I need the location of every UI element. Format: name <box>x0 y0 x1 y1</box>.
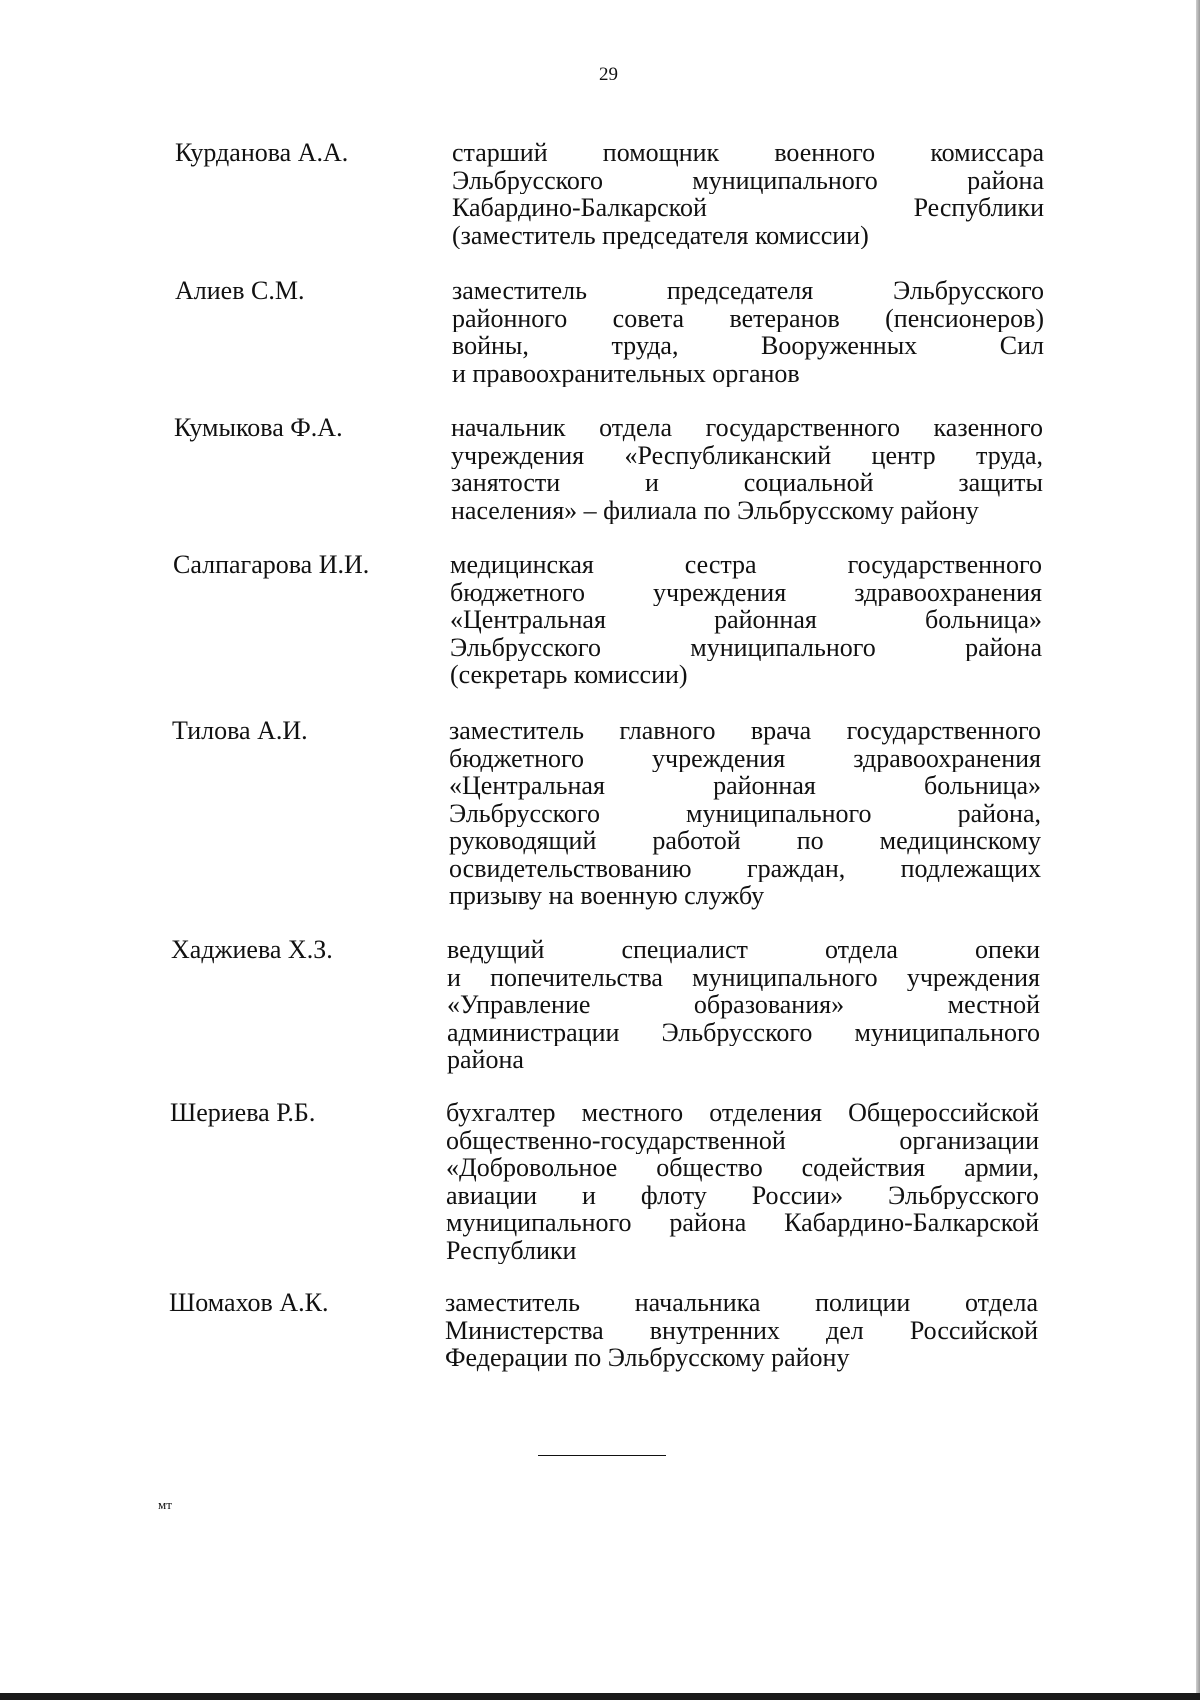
member-role <box>452 277 1044 387</box>
member-role-line: войны, труда, Вооруженных Сил <box>452 332 1044 360</box>
executor-mark: мт <box>158 1497 172 1512</box>
end-separator-line <box>538 1455 666 1456</box>
page-number: 29 <box>599 64 618 85</box>
member-role-line: руководящий работой по медицинскому <box>449 827 1041 855</box>
member-role <box>447 936 1040 1074</box>
member-role-line: бюджетного учреждения здравоохранения <box>450 578 1042 606</box>
member-role <box>451 414 1043 524</box>
member-role-line: начальник отдела государственного казенного <box>451 414 1043 442</box>
member-name: Алиев С.М. <box>175 276 305 305</box>
member-role-line: Эльбрусского муниципального района <box>452 166 1044 194</box>
member-role-line: медицинская сестра государственного <box>450 551 1042 579</box>
member-role-line: старший помощник военного комиссара <box>452 139 1044 167</box>
member-role-line: (секретарь комиссии) <box>450 661 688 689</box>
member-role-line: «Центральная районная больница» <box>449 772 1041 800</box>
member-role-line: Кабардино-Балкарской Республики <box>452 194 1044 222</box>
member-role-line: авиации и флоту России» Эльбрусского <box>446 1181 1039 1209</box>
member-role-line: Эльбрусского муниципального района, <box>449 799 1041 827</box>
member-name: Шомахов А.К. <box>169 1288 329 1317</box>
member-role-line: освидетельствованию граждан, подлежащих <box>449 854 1041 882</box>
member-name: Тилова А.И. <box>172 716 308 745</box>
member-role <box>449 717 1041 910</box>
member-role-line: района <box>447 1046 524 1074</box>
member-role-line: администрации Эльбрусского муниципального <box>447 1018 1040 1046</box>
member-role-line: Министерства внутренних дел Российской <box>445 1316 1038 1344</box>
member-role-line: «Добровольное общество содействия армии, <box>446 1154 1039 1182</box>
member-name: Шериева Р.Б. <box>170 1098 316 1127</box>
member-role-line: ведущий специалист отдела опеки <box>447 936 1040 964</box>
member-role <box>452 139 1044 249</box>
member-role-line: населения» – филиала по Эльбрусскому району <box>451 496 979 524</box>
member-role-line: (заместитель председателя комиссии) <box>452 221 869 249</box>
member-role-line: заместитель председателя Эльбрусского <box>452 277 1044 305</box>
member-name: Хаджиева Х.З. <box>171 935 333 964</box>
member-role-line: заместитель начальника полиции отдела <box>445 1289 1038 1317</box>
member-role-line: и попечительства муниципального учреждения <box>447 963 1040 991</box>
member-name: Курданова А.А. <box>175 138 349 167</box>
member-role-line: Республики <box>446 1236 577 1264</box>
member-role <box>446 1099 1039 1264</box>
member-role <box>445 1289 1038 1372</box>
member-role-line: районного совета ветеранов (пенсионеров) <box>452 304 1044 332</box>
member-role-line: Федерации по Эльбрусскому району <box>445 1344 850 1372</box>
member-name: Салпагарова И.И. <box>173 550 370 579</box>
member-role-line: бюджетного учреждения здравоохранения <box>449 744 1041 772</box>
scan-edge-right <box>1196 0 1200 1700</box>
member-role-line: занятости и социальной защиты <box>451 469 1043 497</box>
member-role-line: «Управление образования» местной <box>447 991 1040 1019</box>
member-role-line: заместитель главного врача государственного <box>449 717 1041 745</box>
member-role-line: и правоохранительных органов <box>452 359 800 387</box>
member-role-line: «Центральная районная больница» <box>450 606 1042 634</box>
member-role-line: бухгалтер местного отделения Общероссийской <box>446 1099 1039 1127</box>
member-role-line: муниципального района Кабардино-Балкарской <box>446 1209 1039 1237</box>
member-role-line: призыву на военную службу <box>449 882 765 910</box>
member-role-line: общественно-государственной организации <box>446 1126 1039 1154</box>
member-role <box>450 551 1042 689</box>
member-role-line: Эльбрусского муниципального района <box>450 633 1042 661</box>
member-name: Кумыкова Ф.А. <box>174 413 343 442</box>
member-role-line: учреждения «Республиканский центр труда, <box>451 441 1043 469</box>
scan-edge-bottom <box>0 1693 1200 1700</box>
